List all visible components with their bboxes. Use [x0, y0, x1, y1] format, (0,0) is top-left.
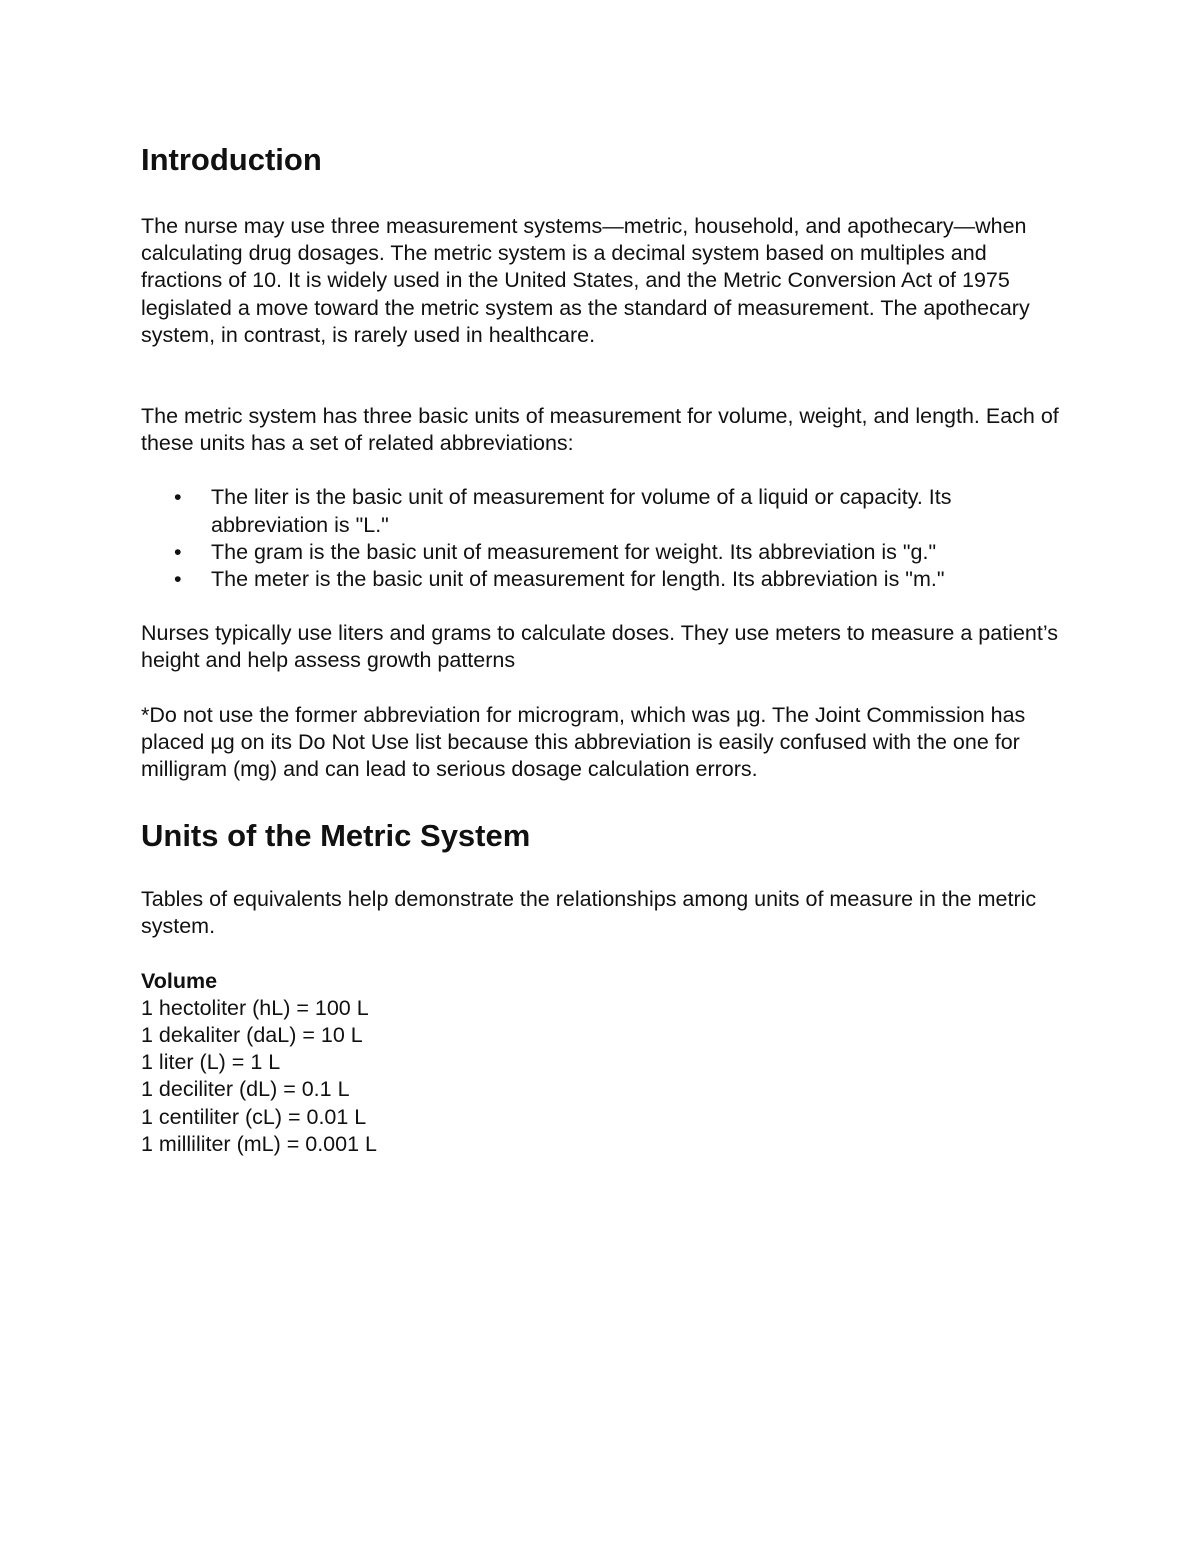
volume-equivalent-line: 1 dekaliter (daL) = 10 L — [141, 1023, 363, 1048]
list-item — [174, 539, 1061, 566]
volume-equivalent-line: 1 centiliter (cL) = 0.01 L — [141, 1104, 367, 1129]
list-item — [174, 484, 1061, 538]
volume-equivalent-line: 1 deciliter (dL) = 0.1 L — [141, 1077, 350, 1102]
basic-units-list — [141, 484, 1061, 593]
document-body — [141, 140, 1061, 1158]
bullet-icon: • — [174, 567, 182, 592]
volume-equivalent-line: 1 milliliter (mL) = 0.001 L — [141, 1131, 377, 1156]
volume-equivalent-line: 1 liter (L) = 1 L — [141, 1050, 281, 1075]
list-item-text: The gram is the basic unit of measurement for weight. Its abbreviation is "g." — [211, 539, 937, 564]
bullet-icon: • — [174, 485, 182, 510]
units-section-paragraph: Tables of equivalents help demonstrate the relationships among units of measure in the metric system. — [141, 887, 1037, 939]
list-item-text: The meter is the basic unit of measurement for length. Its abbreviation is "m." — [211, 567, 945, 592]
units-section-heading: Units of the Metric System — [141, 818, 531, 854]
volume-equivalents — [141, 968, 1061, 1158]
bullet-icon: • — [174, 539, 182, 564]
volume-equivalent-line: 1 hectoliter (hL) = 100 L — [141, 995, 369, 1020]
microgram-warning-note: *Do not use the former abbreviation for microgram, which was µg. The Joint Commission has placed µg on its Do Not Use list because this abbreviation is easily confused with the one for milligram (mg) and can lead to serious dosage calculation errors. — [141, 702, 1026, 782]
intro-paragraph-nurse-usage: Nurses typically use liters and grams to calculate doses. They use meters to measure a patient’s height and help assess growth patterns — [141, 621, 1058, 673]
volume-title: Volume — [141, 968, 218, 993]
intro-paragraph-basic-units: The metric system has three basic units of measurement for volume, weight, and length. Each of these units has a set of related abbreviations: — [141, 404, 1059, 456]
intro-paragraph-measurement-systems: The nurse may use three measurement systems—metric, household, and apothecary—when calculating drug dosages. The metric system is a decimal system based on multiples and fractions of 10. It is widely used in the United States, and the Metric Conversion Act of 1975 legislated a move toward the metric system as the standard of measurement. The apothecary system, in contrast, is rarely used in healthcare. — [141, 214, 1030, 347]
list-item — [174, 566, 1061, 593]
introduction-heading: Introduction — [141, 142, 322, 177]
list-item-text: The liter is the basic unit of measurement for volume of a liquid or capacity. Its abbreviation is "L." — [211, 485, 952, 537]
